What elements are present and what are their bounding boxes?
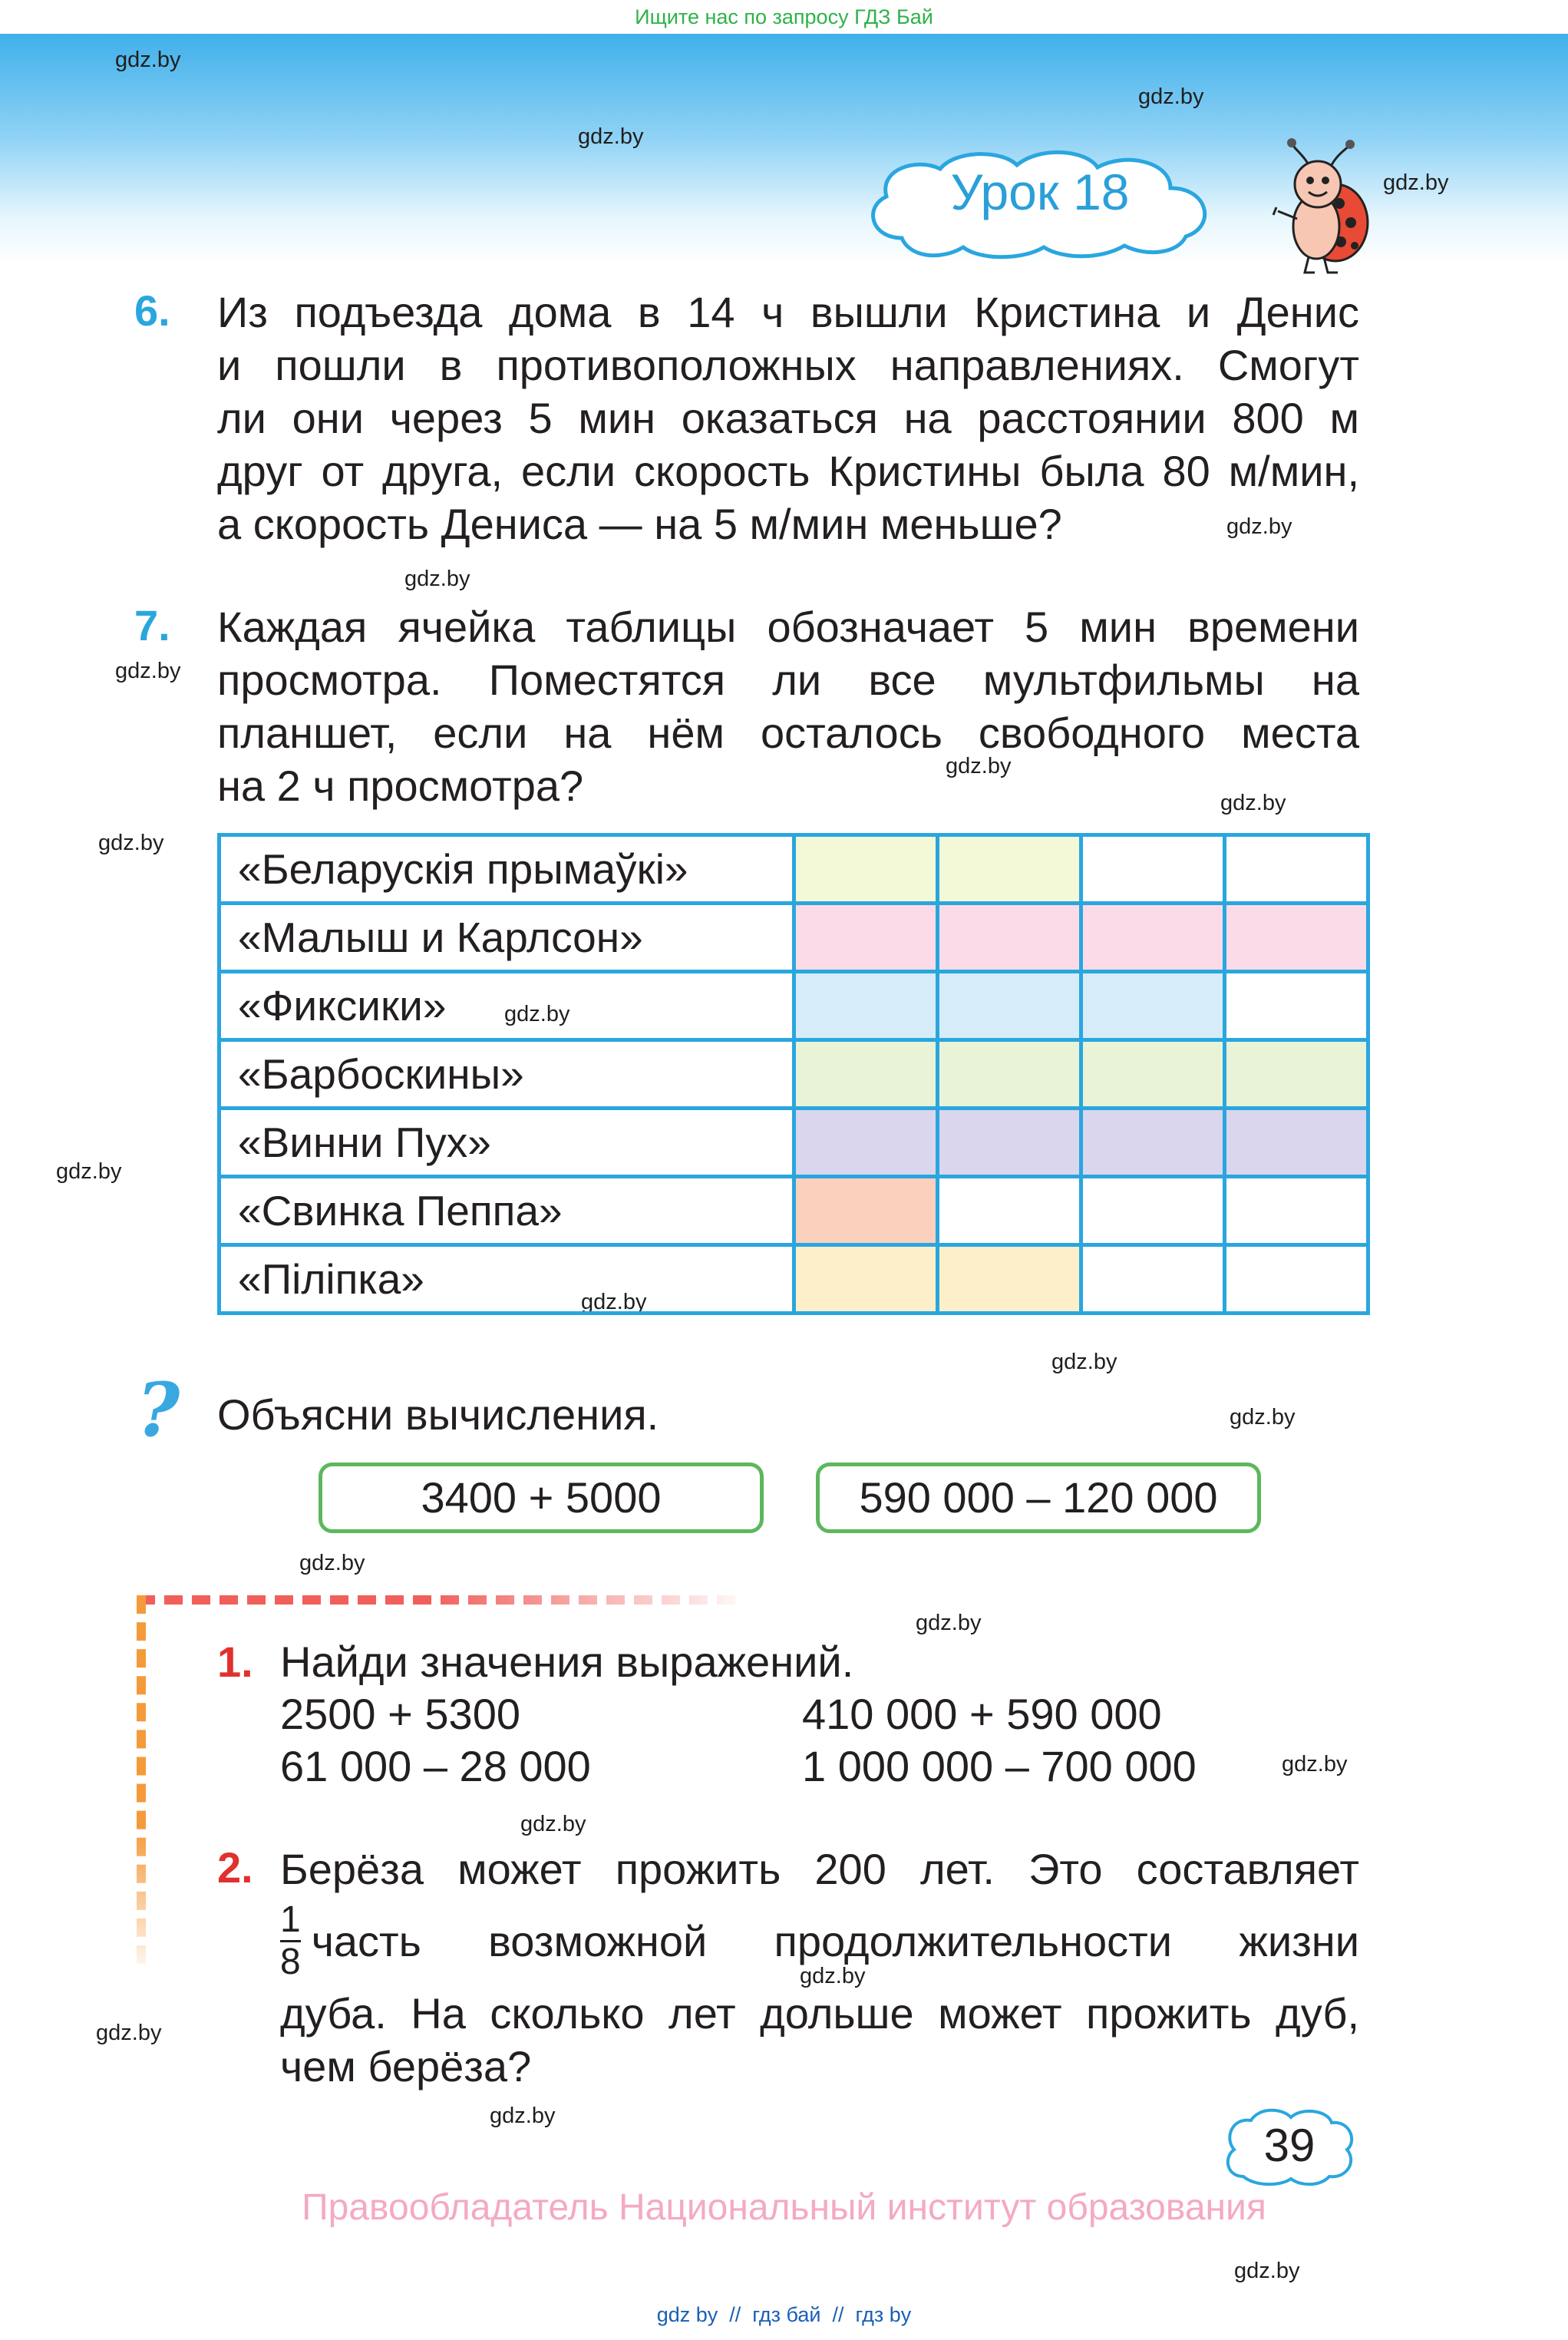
table-row: [220, 1177, 1368, 1245]
expression: 1 000 000 – 700 000: [802, 1742, 1197, 1790]
watermark: gdz.by: [1138, 84, 1204, 109]
filled-cell: [1081, 972, 1225, 1040]
watermark: gdz.by: [1234, 2259, 1300, 2283]
watermark: gdz.by: [1051, 1350, 1117, 1374]
watermark: gdz.by: [404, 567, 470, 591]
watermark: gdz.by: [490, 2104, 556, 2128]
cartoon-title: «Пiлiпка»: [220, 1245, 794, 1314]
empty-cell: [1225, 835, 1368, 904]
homework1-title: Найди значения выражений.: [280, 1638, 854, 1686]
watermark: gdz.by: [1220, 791, 1286, 815]
lesson-title: Урок 18: [950, 164, 1130, 220]
table-row: [220, 972, 1368, 1040]
filled-cell: [938, 1109, 1081, 1177]
text-fragment: часть возможной продолжительности жизни: [311, 1917, 1359, 1965]
expression-box: 3400 + 5000: [319, 1462, 764, 1533]
watermark: gdz.by: [115, 659, 181, 683]
filled-cell: [938, 835, 1081, 904]
task-number: 7.: [134, 601, 170, 649]
empty-cell: [1081, 1177, 1225, 1245]
watermark: gdz.by: [56, 1159, 122, 1184]
filled-cell: [794, 1109, 938, 1177]
watermark: gdz.by: [1282, 1752, 1348, 1776]
fade: [130, 1827, 153, 1981]
watermark: gdz.by: [1383, 170, 1449, 195]
filled-cell: [1225, 1109, 1368, 1177]
filled-cell: [1081, 1109, 1225, 1177]
watermark: gdz.by: [1226, 514, 1292, 539]
homework2-text: [280, 1843, 1359, 2093]
copyright: Правообладатель Национальный институт образования: [302, 2187, 1266, 2228]
filled-cell: [794, 904, 938, 972]
filled-cell: [794, 835, 938, 904]
text-line: [280, 1900, 1359, 1982]
fade: [430, 1589, 752, 1612]
filled-cell: [938, 904, 1081, 972]
watermark: gdz.by: [98, 831, 164, 855]
cartoon-title: «Винни Пух»: [220, 1109, 794, 1177]
watermark: gdz.by: [1230, 1405, 1296, 1429]
filled-cell: [1081, 904, 1225, 972]
filled-cell: [1081, 1040, 1225, 1109]
empty-cell: [1225, 972, 1368, 1040]
watermark: gdz.by: [946, 754, 1012, 778]
table-row: [220, 1109, 1368, 1177]
filled-cell: [938, 1245, 1081, 1314]
text-line: просмотра. Поместятся ли все мультфильмы на: [217, 656, 1359, 704]
text-line: Берёза может прожить 200 лет. Это составляет: [280, 1845, 1359, 1893]
table-row: [220, 904, 1368, 972]
text-line: Из подъезда дома в 14 ч вышли Кристина и Денис: [217, 288, 1359, 336]
text-line: а скорость Дениса — на 5 м/мин меньше?: [217, 500, 1062, 548]
empty-cell: [938, 1177, 1081, 1245]
fraction-denominator: 8: [280, 1942, 301, 1982]
text-line: и пошли в противоположных направлениях. Смогут: [217, 341, 1359, 389]
filled-cell: [794, 1177, 938, 1245]
empty-cell: [1225, 1177, 1368, 1245]
filled-cell: [794, 1245, 938, 1314]
watermark: gdz.by: [916, 1611, 982, 1635]
cartoon-title: «Барбоскины»: [220, 1040, 794, 1109]
cartoon-title: «Свинка Пеппа»: [220, 1177, 794, 1245]
filled-cell: [1225, 904, 1368, 972]
cartoon-title: «Беларускія прымаўкі»: [220, 835, 794, 904]
watermark: gdz.by: [299, 1551, 365, 1575]
expression: 61 000 – 28 000: [280, 1742, 591, 1790]
table-row: [220, 1245, 1368, 1314]
empty-cell: [1081, 835, 1225, 904]
filled-cell: [794, 972, 938, 1040]
watermark: gdz.by: [581, 1290, 647, 1314]
footer: gdz by // гдз бай // гдз by: [656, 2303, 912, 2326]
task-number: 6.: [134, 286, 170, 335]
top-banner: Ищите нас по запросу ГДЗ Бай: [0, 0, 1568, 34]
task6-text: [217, 286, 1359, 550]
filled-cell: [1225, 1040, 1368, 1109]
watermark: gdz.by: [115, 48, 181, 72]
watermark: gdz.by: [800, 1964, 866, 1988]
filled-cell: [794, 1040, 938, 1109]
cartoon-title: «Фиксики»: [220, 972, 794, 1040]
page-number: 39: [1263, 2120, 1315, 2171]
fraction-numerator: 1: [280, 1899, 301, 1940]
svg-text:?: ?: [137, 1374, 180, 1451]
homework-number: 2.: [217, 1843, 253, 1892]
empty-cell: [1225, 1245, 1368, 1314]
ladybug-icon: [1270, 138, 1370, 276]
cartoon-title: «Малыш и Карлсон»: [220, 904, 794, 972]
empty-cell: [1081, 1245, 1225, 1314]
explain-text: Объясни вычисления.: [217, 1390, 659, 1439]
table-row: [220, 835, 1368, 904]
task7-text: [217, 600, 1359, 812]
text-line: планшет, если на нём осталось свободного места: [217, 709, 1359, 757]
fraction: [280, 1900, 301, 1982]
expression: 410 000 + 590 000: [802, 1690, 1162, 1738]
filled-cell: [938, 972, 1081, 1040]
text-line: чем берёза?: [280, 2042, 532, 2090]
expression: 2500 + 5300: [280, 1690, 520, 1738]
table-row: [220, 1040, 1368, 1109]
filled-cell: [938, 1040, 1081, 1109]
text-line: ли они через 5 мин оказаться на расстоянии 800 м: [217, 394, 1359, 442]
text-line: друг от друга, если скорость Кристины была 80 м/мин,: [217, 447, 1359, 495]
watermark: gdz.by: [504, 1002, 570, 1026]
text-line: Каждая ячейка таблицы обозначает 5 мин времени: [217, 603, 1359, 651]
watermark: gdz.by: [578, 124, 644, 149]
cartoon-table: [217, 833, 1370, 1315]
text-line: дуба. На сколько лет дольше может прожить дуб,: [280, 1989, 1359, 2038]
text-line: на 2 ч просмотра?: [217, 762, 584, 810]
homework-number: 1.: [217, 1638, 253, 1686]
question-icon: [130, 1374, 188, 1451]
watermark: gdz.by: [96, 2021, 162, 2045]
watermark: gdz.by: [520, 1812, 586, 1836]
expression-box: 590 000 – 120 000: [816, 1462, 1261, 1533]
